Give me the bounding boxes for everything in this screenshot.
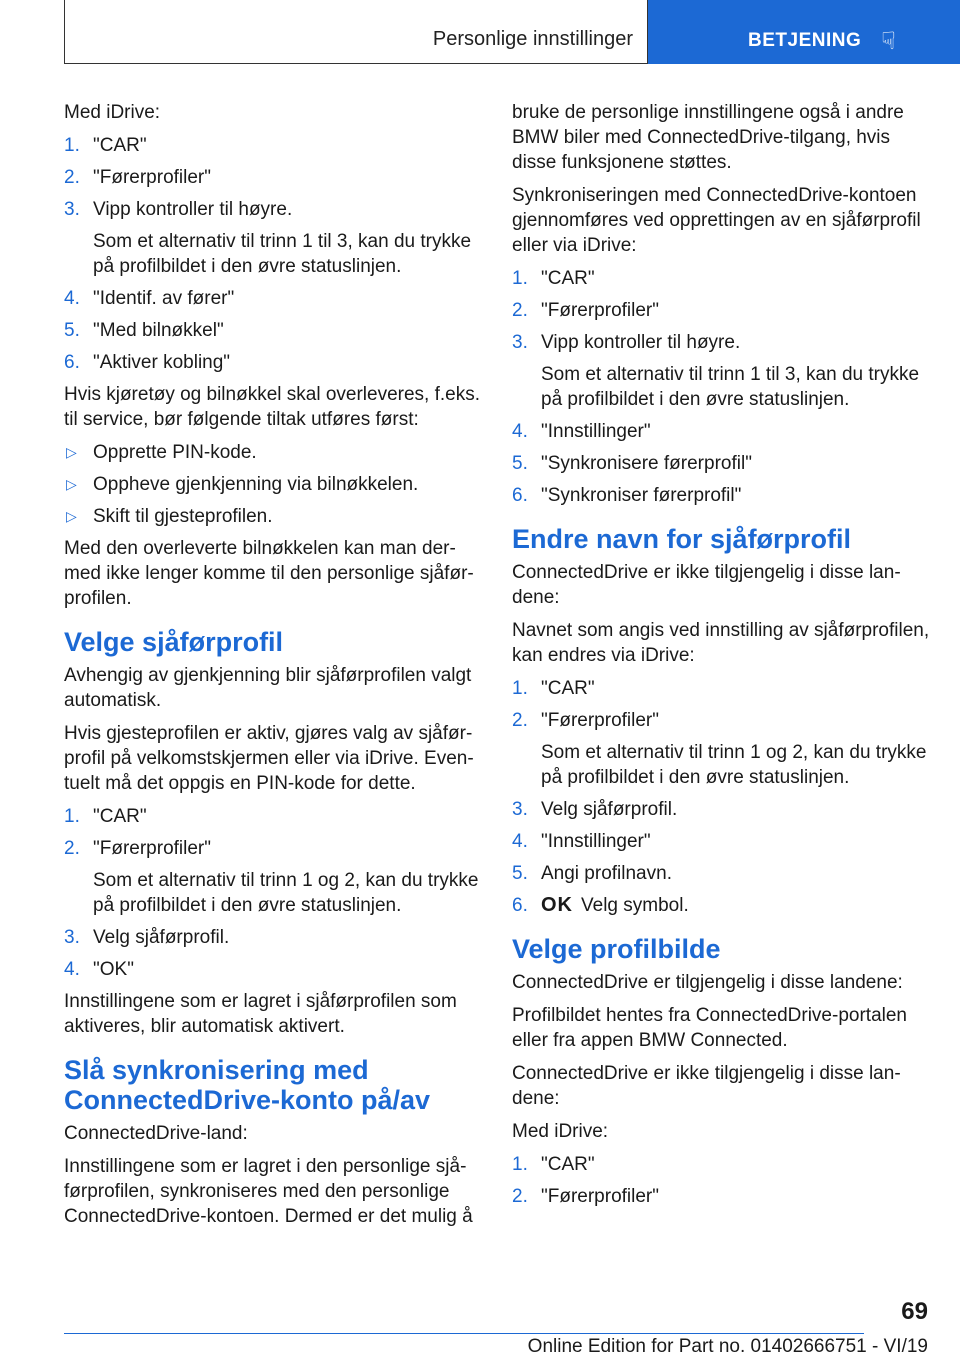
list-item xyxy=(64,197,482,222)
paragraph: ConnectedDrive er ikke tilgjengelig i disse landene: xyxy=(512,1063,901,1109)
list-item xyxy=(512,797,930,822)
list-note: Som et alternativ til trinn 1 og 2, kan du trykke på profilbildet i den øvre statuslinjen. xyxy=(541,742,927,788)
list-item xyxy=(512,676,930,701)
list-item xyxy=(512,893,930,918)
edition-footer: Online Edition for Part no. 01402666751 - VI/19 xyxy=(527,1336,928,1357)
list-text: "Førerprofiler" xyxy=(541,1186,659,1207)
paragraph: Med den overleverte bilnøkkelen kan man dermed ikke lenger komme til den personlige sjåførprofilen. xyxy=(64,538,474,609)
list-item xyxy=(64,504,482,529)
paragraph: bruke de personlige innstillingene også i andre BMW biler med ConnectedDrive-tilgang, hvis disse funksjonene støttes. xyxy=(512,102,904,173)
list-note: Som et alternativ til trinn 1 til 3, kan du trykke på profilbildet i den øvre statuslinjen. xyxy=(93,231,472,277)
list-text: "Identif. av fører" xyxy=(93,288,235,309)
right-column xyxy=(512,100,930,1216)
list-text: "Førerprofiler" xyxy=(541,300,659,321)
section-heading: Endre navn for sjåførprofil xyxy=(512,524,852,554)
list-number: 4. xyxy=(64,959,80,980)
paragraph: Innstillingene som er lagret i den personlige sjåførprofilen, synkroniseres med den personlige ConnectedDrive-kontoen. Dermed er det mulig å xyxy=(64,1156,473,1227)
list-text: "CAR" xyxy=(541,268,595,289)
list-text: "OK" xyxy=(93,959,134,980)
numbered-list xyxy=(64,133,482,222)
left-column xyxy=(64,100,482,1237)
hand-pointer-icon: ☟ xyxy=(881,28,897,55)
list-text: "CAR" xyxy=(93,135,147,156)
list-number: 3. xyxy=(512,332,528,353)
list-item xyxy=(64,836,482,861)
list-text: "Innstillinger" xyxy=(541,831,651,852)
numbered-list xyxy=(512,797,930,918)
list-number: 1. xyxy=(512,1154,528,1175)
list-item xyxy=(64,165,482,190)
list-number: 3. xyxy=(512,799,528,820)
list-item xyxy=(64,472,482,497)
section-heading: Velge profilbilde xyxy=(512,934,721,964)
list-text: "Synkroniser førerprofil" xyxy=(541,485,742,506)
list-item xyxy=(512,1152,930,1177)
list-item xyxy=(64,440,482,465)
list-number: 2. xyxy=(512,300,528,321)
list-item xyxy=(512,451,930,476)
numbered-list xyxy=(64,804,482,861)
list-text: Angi profilnavn. xyxy=(541,863,672,884)
paragraph: Profilbildet hentes fra ConnectedDrive-portalen eller fra appen BMW Connected. xyxy=(512,1005,907,1051)
chapter-title: Personlige innstillinger xyxy=(64,0,648,64)
section-heading: Slå synkronisering med ConnectedDrive-konto på/av xyxy=(64,1055,431,1115)
list-item xyxy=(64,133,482,158)
numbered-list xyxy=(512,676,930,733)
list-text: Oppheve gjenkjenning via bilnøkkelen. xyxy=(93,474,419,495)
list-item xyxy=(512,298,930,323)
list-number: 4. xyxy=(64,288,80,309)
list-text: "CAR" xyxy=(541,678,595,699)
paragraph: Hvis kjøretøy og bilnøkkel skal overleveres, f.eks. til service, bør følgende tiltak utføres først: xyxy=(64,384,481,430)
footer-divider xyxy=(64,1333,864,1334)
list-note: Som et alternativ til trinn 1 til 3, kan du trykke på profilbildet i den øvre statuslinjen. xyxy=(541,364,920,410)
list-text: Vipp kontroller til høyre. xyxy=(541,332,741,353)
section-heading: Velge sjåførprofil xyxy=(64,627,284,657)
list-number: 5. xyxy=(512,453,528,474)
list-number: 6. xyxy=(512,895,528,916)
list-number: 2. xyxy=(64,838,80,859)
numbered-list xyxy=(512,419,930,508)
list-item xyxy=(512,266,930,291)
numbered-list xyxy=(512,1152,930,1209)
list-number: 5. xyxy=(512,863,528,884)
list-item xyxy=(64,350,482,375)
list-item xyxy=(64,318,482,343)
page-number: 69 xyxy=(901,1298,928,1325)
paragraph: Hvis gjesteprofilen er aktiv, gjøres valg av sjåførprofil på velkomstskjermen eller via iDrive. Eventuelt må det oppgis en PIN-kode for dette. xyxy=(64,723,474,794)
list-number: 1. xyxy=(64,135,80,156)
list-text: Opprette PIN-kode. xyxy=(93,442,257,463)
list-number: 1. xyxy=(512,268,528,289)
list-number: 1. xyxy=(64,806,80,827)
list-item xyxy=(512,1184,930,1209)
triangle-bullet-icon: ▷ xyxy=(66,476,77,492)
list-text: "Innstillinger" xyxy=(541,421,651,442)
list-item xyxy=(512,330,930,355)
section-tab[interactable] xyxy=(648,0,960,64)
list-number: 2. xyxy=(512,1186,528,1207)
list-text: "Synkronisere førerprofil" xyxy=(541,453,752,474)
ok-symbol-icon: OK xyxy=(541,894,573,916)
list-text: "Førerprofiler" xyxy=(541,710,659,731)
list-item xyxy=(64,925,482,950)
list-number: 3. xyxy=(64,199,80,220)
paragraph: Synkroniseringen med ConnectedDrive-kontoen gjennomføres ved opprettingen av en sjåførprofil eller via iDrive: xyxy=(512,185,921,256)
list-number: 6. xyxy=(64,352,80,373)
paragraph: Med iDrive: xyxy=(64,102,161,123)
paragraph: ConnectedDrive-land: xyxy=(64,1123,248,1144)
paragraph: ConnectedDrive er ikke tilgjengelig i disse landene: xyxy=(512,562,901,608)
list-number: 4. xyxy=(512,831,528,852)
list-item xyxy=(512,829,930,854)
numbered-list xyxy=(512,266,930,355)
list-item xyxy=(512,861,930,886)
list-text: Skift til gjesteprofilen. xyxy=(93,506,273,527)
list-item xyxy=(64,957,482,982)
list-number: 5. xyxy=(64,320,80,341)
list-item xyxy=(64,804,482,829)
list-item xyxy=(64,286,482,311)
bullet-list xyxy=(64,440,482,529)
list-text: "Førerprofiler" xyxy=(93,838,211,859)
list-note: Som et alternativ til trinn 1 og 2, kan du trykke på profilbildet i den øvre statuslinjen. xyxy=(93,870,479,916)
triangle-bullet-icon: ▷ xyxy=(66,444,77,460)
page-header xyxy=(64,0,960,64)
section-tab-label: BETJENING xyxy=(748,30,862,51)
list-number: 2. xyxy=(512,710,528,731)
list-number: 2. xyxy=(64,167,80,188)
list-number: 1. xyxy=(512,678,528,699)
triangle-bullet-icon: ▷ xyxy=(66,508,77,524)
list-number: 6. xyxy=(512,485,528,506)
list-item xyxy=(512,708,930,733)
list-number: 3. xyxy=(64,927,80,948)
paragraph: Avhengig av gjenkjenning blir sjåførprofilen valgt automatisk. xyxy=(64,665,472,711)
list-number: 4. xyxy=(512,421,528,442)
paragraph: Navnet som angis ved innstilling av sjåførprofilen, kan endres via iDrive: xyxy=(512,620,930,666)
paragraph: Med iDrive: xyxy=(512,1121,609,1142)
list-text: Velg sjåførprofil. xyxy=(541,799,678,820)
list-text: Velg symbol. xyxy=(581,895,689,916)
list-text: Vipp kontroller til høyre. xyxy=(93,199,293,220)
numbered-list xyxy=(64,925,482,982)
paragraph: ConnectedDrive er tilgjengelig i disse landene: xyxy=(512,972,903,993)
list-text: "Førerprofiler" xyxy=(93,167,211,188)
list-item xyxy=(512,419,930,444)
list-text: "CAR" xyxy=(93,806,147,827)
list-text: "CAR" xyxy=(541,1154,595,1175)
list-text: "Med bilnøkkel" xyxy=(93,320,224,341)
paragraph: Innstillingene som er lagret i sjåførprofilen som aktiveres, blir automatisk aktivert. xyxy=(64,991,457,1037)
list-text: "Aktiver kobling" xyxy=(93,352,231,373)
list-item xyxy=(512,483,930,508)
numbered-list xyxy=(64,286,482,375)
list-text: Velg sjåførprofil. xyxy=(93,927,230,948)
